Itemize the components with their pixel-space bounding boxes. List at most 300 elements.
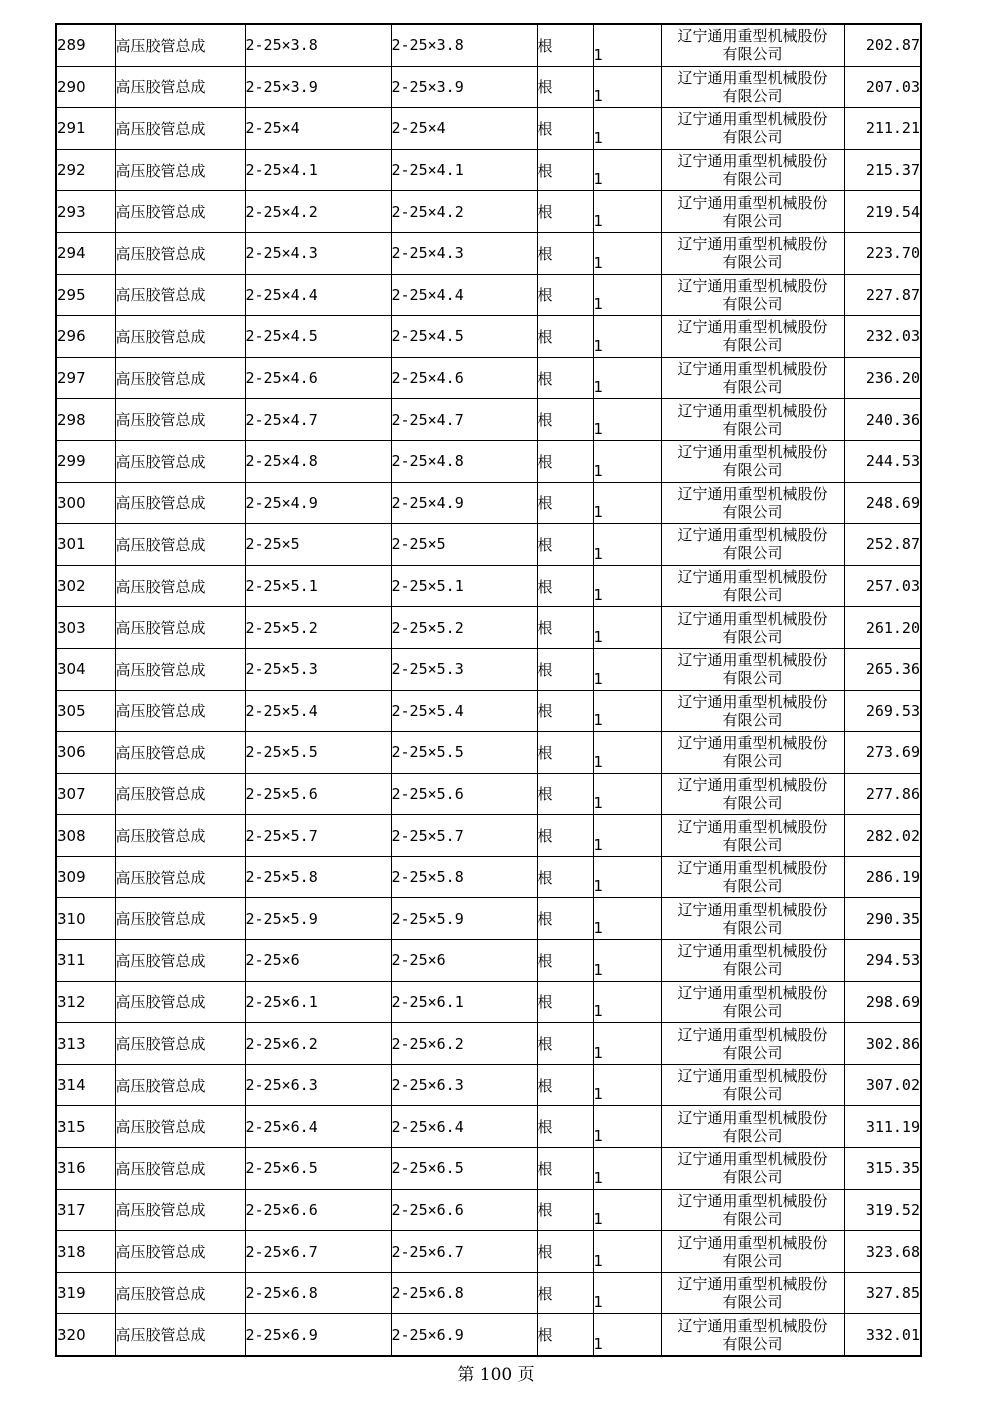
price-cell: 223.70 <box>844 232 921 274</box>
quantity-value: 1 <box>593 419 604 438</box>
spec-cell: 2-25×6.3 <box>245 1064 391 1106</box>
company-cell <box>661 565 844 607</box>
company-cell <box>661 108 844 150</box>
model-cell: 2-25×5.4 <box>391 690 537 732</box>
spec-cell: 2-25×4.3 <box>245 232 391 274</box>
quantity-cell <box>593 565 661 607</box>
row-index: 312 <box>56 981 115 1023</box>
model-cell: 2-25×3.8 <box>391 24 537 66</box>
company-cell <box>661 690 844 732</box>
company-cell <box>661 149 844 191</box>
quantity-value: 1 <box>593 877 604 896</box>
table-row <box>56 773 921 815</box>
company-cell <box>661 524 844 566</box>
company-cell <box>661 191 844 233</box>
company-line-2: 有限公司 <box>722 627 783 646</box>
company-line-1: 辽宁通用重型机械股份 <box>677 1067 828 1086</box>
unit-cell: 根 <box>537 1064 593 1106</box>
product-name: 高压胶管总成 <box>115 440 245 482</box>
spec-cell: 2-25×6.6 <box>245 1189 391 1231</box>
company-cell <box>661 1314 844 1356</box>
company-line-1: 辽宁通用重型机械股份 <box>677 1233 828 1252</box>
quantity-cell <box>593 1106 661 1148</box>
table-row <box>56 191 921 233</box>
row-index: 317 <box>56 1189 115 1231</box>
unit-cell: 根 <box>537 524 593 566</box>
row-index: 308 <box>56 815 115 857</box>
quantity-cell <box>593 1314 661 1356</box>
company-line-2: 有限公司 <box>722 1334 783 1353</box>
spec-cell: 2-25×6.1 <box>245 981 391 1023</box>
table-row <box>56 149 921 191</box>
unit-cell: 根 <box>537 815 593 857</box>
quantity-cell <box>593 690 661 732</box>
model-cell: 2-25×6.6 <box>391 1189 537 1231</box>
quantity-cell <box>593 108 661 150</box>
company-line-2: 有限公司 <box>722 1168 783 1187</box>
row-index: 296 <box>56 316 115 358</box>
price-cell: 244.53 <box>844 440 921 482</box>
company-cell <box>661 357 844 399</box>
table-row <box>56 1064 921 1106</box>
model-cell: 2-25×6.3 <box>391 1064 537 1106</box>
row-index: 320 <box>56 1314 115 1356</box>
model-cell: 2-25×5.3 <box>391 648 537 690</box>
model-cell: 2-25×5.1 <box>391 565 537 607</box>
product-name: 高压胶管总成 <box>115 24 245 66</box>
company-cell <box>661 316 844 358</box>
table-row <box>56 856 921 898</box>
row-index: 313 <box>56 1023 115 1065</box>
spec-cell: 2-25×5 <box>245 524 391 566</box>
quantity-cell <box>593 66 661 108</box>
spec-cell: 2-25×5.3 <box>245 648 391 690</box>
product-name: 高压胶管总成 <box>115 1189 245 1231</box>
spec-cell: 2-25×6 <box>245 940 391 982</box>
unit-cell: 根 <box>537 1106 593 1148</box>
quantity-cell <box>593 815 661 857</box>
table-row <box>56 981 921 1023</box>
row-index: 302 <box>56 565 115 607</box>
unit-cell: 根 <box>537 24 593 66</box>
table-row <box>56 66 921 108</box>
company-cell <box>661 1148 844 1190</box>
table-row <box>56 1314 921 1356</box>
company-cell <box>661 1189 844 1231</box>
company-line-1: 辽宁通用重型机械股份 <box>677 859 828 878</box>
company-line-1: 辽宁通用重型机械股份 <box>677 983 828 1002</box>
spec-cell: 2-25×4.4 <box>245 274 391 316</box>
product-name: 高压胶管总成 <box>115 108 245 150</box>
quantity-cell <box>593 1023 661 1065</box>
row-index: 295 <box>56 274 115 316</box>
unit-cell: 根 <box>537 565 593 607</box>
spec-cell: 2-25×4.1 <box>245 149 391 191</box>
quantity-value: 1 <box>593 627 604 646</box>
company-line-1: 辽宁通用重型机械股份 <box>677 1316 828 1335</box>
quantity-value: 1 <box>593 835 604 854</box>
table-row <box>56 1231 921 1273</box>
company-line-1: 辽宁通用重型机械股份 <box>677 775 828 794</box>
spec-cell: 2-25×4.5 <box>245 316 391 358</box>
product-name: 高压胶管总成 <box>115 1231 245 1273</box>
company-line-1: 辽宁通用重型机械股份 <box>677 734 828 753</box>
company-line-1: 辽宁通用重型机械股份 <box>677 484 828 503</box>
quantity-cell <box>593 856 661 898</box>
quantity-cell <box>593 1189 661 1231</box>
spec-cell: 2-25×5.9 <box>245 898 391 940</box>
product-name: 高压胶管总成 <box>115 1272 245 1314</box>
unit-cell: 根 <box>537 940 593 982</box>
unit-cell: 根 <box>537 856 593 898</box>
model-cell: 2-25×6.1 <box>391 981 537 1023</box>
company-line-1: 辽宁通用重型机械股份 <box>677 692 828 711</box>
company-line-2: 有限公司 <box>722 1293 783 1312</box>
company-line-1: 辽宁通用重型机械股份 <box>677 942 828 961</box>
company-line-2: 有限公司 <box>722 1126 783 1145</box>
company-line-1: 辽宁通用重型机械股份 <box>677 27 828 46</box>
company-line-1: 辽宁通用重型机械股份 <box>677 152 828 171</box>
price-cell: 236.20 <box>844 357 921 399</box>
price-cell: 307.02 <box>844 1064 921 1106</box>
company-line-2: 有限公司 <box>722 86 783 105</box>
spec-cell: 2-25×4.9 <box>245 482 391 524</box>
table-row <box>56 1148 921 1190</box>
company-line-1: 辽宁通用重型机械股份 <box>677 193 828 212</box>
row-index: 298 <box>56 399 115 441</box>
company-line-2: 有限公司 <box>722 1001 783 1020</box>
product-name: 高压胶管总成 <box>115 981 245 1023</box>
unit-cell: 根 <box>537 1272 593 1314</box>
company-cell <box>661 482 844 524</box>
unit-cell: 根 <box>537 981 593 1023</box>
company-line-1: 辽宁通用重型机械股份 <box>677 443 828 462</box>
unit-cell: 根 <box>537 316 593 358</box>
price-cell: 332.01 <box>844 1314 921 1356</box>
price-cell: 207.03 <box>844 66 921 108</box>
model-cell: 2-25×5 <box>391 524 537 566</box>
price-cell: 273.69 <box>844 732 921 774</box>
unit-cell: 根 <box>537 66 593 108</box>
price-cell: 290.35 <box>844 898 921 940</box>
company-line-1: 辽宁通用重型机械股份 <box>677 651 828 670</box>
table-row <box>56 732 921 774</box>
spec-cell: 2-25×4.7 <box>245 399 391 441</box>
spec-cell: 2-25×4.8 <box>245 440 391 482</box>
model-cell: 2-25×4.8 <box>391 440 537 482</box>
row-index: 319 <box>56 1272 115 1314</box>
company-line-1: 辽宁通用重型机械股份 <box>677 609 828 628</box>
model-cell: 2-25×4.6 <box>391 357 537 399</box>
unit-cell: 根 <box>537 482 593 524</box>
company-line-2: 有限公司 <box>722 461 783 480</box>
row-index: 310 <box>56 898 115 940</box>
row-index: 318 <box>56 1231 115 1273</box>
company-cell <box>661 856 844 898</box>
price-cell: 286.19 <box>844 856 921 898</box>
product-name: 高压胶管总成 <box>115 815 245 857</box>
price-cell: 202.87 <box>844 24 921 66</box>
quantity-value: 1 <box>593 752 604 771</box>
unit-cell: 根 <box>537 648 593 690</box>
unit-cell: 根 <box>537 1023 593 1065</box>
quantity-value: 1 <box>593 919 604 938</box>
company-line-2: 有限公司 <box>722 793 783 812</box>
price-cell: 257.03 <box>844 565 921 607</box>
model-cell: 2-25×3.9 <box>391 66 537 108</box>
model-cell: 2-25×4.3 <box>391 232 537 274</box>
model-cell: 2-25×6.9 <box>391 1314 537 1356</box>
quantity-value: 1 <box>593 378 604 397</box>
model-cell: 2-25×6.5 <box>391 1148 537 1190</box>
company-line-2: 有限公司 <box>722 1251 783 1270</box>
unit-cell: 根 <box>537 274 593 316</box>
spec-cell: 2-25×6.4 <box>245 1106 391 1148</box>
spec-cell: 2-25×5.4 <box>245 690 391 732</box>
table-row <box>56 690 921 732</box>
company-cell <box>661 1023 844 1065</box>
product-name: 高压胶管总成 <box>115 940 245 982</box>
quantity-value: 1 <box>593 461 604 480</box>
product-name: 高压胶管总成 <box>115 232 245 274</box>
spec-cell: 2-25×5.5 <box>245 732 391 774</box>
table-row <box>56 1106 921 1148</box>
company-line-2: 有限公司 <box>722 1085 783 1104</box>
quantity-value: 1 <box>593 170 604 189</box>
quantity-cell <box>593 232 661 274</box>
table-row <box>56 565 921 607</box>
quantity-cell <box>593 1231 661 1273</box>
spec-cell: 2-25×3.9 <box>245 66 391 108</box>
model-cell: 2-25×6 <box>391 940 537 982</box>
price-cell: 219.54 <box>844 191 921 233</box>
quantity-cell <box>593 1064 661 1106</box>
quantity-value: 1 <box>593 1210 604 1229</box>
company-line-1: 辽宁通用重型机械股份 <box>677 1275 828 1294</box>
company-line-2: 有限公司 <box>722 170 783 189</box>
row-index: 299 <box>56 440 115 482</box>
quantity-value: 1 <box>593 295 604 314</box>
price-cell: 302.86 <box>844 1023 921 1065</box>
quantity-value: 1 <box>593 1002 604 1021</box>
table-row <box>56 232 921 274</box>
quantity-value: 1 <box>593 960 604 979</box>
product-name: 高压胶管总成 <box>115 565 245 607</box>
price-cell: 252.87 <box>844 524 921 566</box>
spec-cell: 2-25×3.8 <box>245 24 391 66</box>
model-cell: 2-25×4.2 <box>391 191 537 233</box>
model-cell: 2-25×5.2 <box>391 607 537 649</box>
product-name: 高压胶管总成 <box>115 316 245 358</box>
row-index: 301 <box>56 524 115 566</box>
price-cell: 327.85 <box>844 1272 921 1314</box>
company-line-2: 有限公司 <box>722 586 783 605</box>
table-body <box>56 24 921 1356</box>
product-name: 高压胶管总成 <box>115 66 245 108</box>
price-cell: 282.02 <box>844 815 921 857</box>
company-line-1: 辽宁通用重型机械股份 <box>677 360 828 379</box>
row-index: 297 <box>56 357 115 399</box>
spec-cell: 2-25×5.2 <box>245 607 391 649</box>
model-cell: 2-25×5.9 <box>391 898 537 940</box>
unit-cell: 根 <box>537 690 593 732</box>
row-index: 314 <box>56 1064 115 1106</box>
model-cell: 2-25×6.2 <box>391 1023 537 1065</box>
company-line-2: 有限公司 <box>722 1043 783 1062</box>
company-line-2: 有限公司 <box>722 378 783 397</box>
product-name: 高压胶管总成 <box>115 1148 245 1190</box>
quantity-value: 1 <box>593 45 604 64</box>
spec-cell: 2-25×6.7 <box>245 1231 391 1273</box>
quantity-cell <box>593 399 661 441</box>
model-cell: 2-25×5.8 <box>391 856 537 898</box>
table-row <box>56 648 921 690</box>
quantity-cell <box>593 274 661 316</box>
company-cell <box>661 607 844 649</box>
quantity-cell <box>593 732 661 774</box>
company-line-1: 辽宁通用重型机械股份 <box>677 110 828 129</box>
unit-cell: 根 <box>537 732 593 774</box>
price-cell: 265.36 <box>844 648 921 690</box>
price-cell: 232.03 <box>844 316 921 358</box>
product-name: 高压胶管总成 <box>115 1106 245 1148</box>
company-cell <box>661 1106 844 1148</box>
company-line-2: 有限公司 <box>722 669 783 688</box>
company-line-1: 辽宁通用重型机械股份 <box>677 1025 828 1044</box>
quantity-value: 1 <box>593 1043 604 1062</box>
spec-cell: 2-25×5.6 <box>245 773 391 815</box>
company-line-2: 有限公司 <box>722 752 783 771</box>
unit-cell: 根 <box>537 149 593 191</box>
price-cell: 294.53 <box>844 940 921 982</box>
table-row <box>56 24 921 66</box>
price-cell: 261.20 <box>844 607 921 649</box>
table-row <box>56 1272 921 1314</box>
spec-cell: 2-25×6.2 <box>245 1023 391 1065</box>
company-line-2: 有限公司 <box>722 835 783 854</box>
product-name: 高压胶管总成 <box>115 357 245 399</box>
quantity-cell <box>593 24 661 66</box>
quantity-value: 1 <box>593 794 604 813</box>
row-index: 315 <box>56 1106 115 1148</box>
company-cell <box>661 981 844 1023</box>
unit-cell: 根 <box>537 773 593 815</box>
product-name: 高压胶管总成 <box>115 1314 245 1356</box>
table-row <box>56 482 921 524</box>
company-line-2: 有限公司 <box>722 45 783 64</box>
model-cell: 2-25×6.4 <box>391 1106 537 1148</box>
unit-cell: 根 <box>537 607 593 649</box>
spec-cell: 2-25×4.6 <box>245 357 391 399</box>
table-row <box>56 440 921 482</box>
quantity-cell <box>593 524 661 566</box>
unit-cell: 根 <box>537 191 593 233</box>
company-line-2: 有限公司 <box>722 253 783 272</box>
spec-cell: 2-25×6.5 <box>245 1148 391 1190</box>
model-cell: 2-25×4.1 <box>391 149 537 191</box>
table-row <box>56 607 921 649</box>
model-cell: 2-25×4.5 <box>391 316 537 358</box>
spec-cell: 2-25×5.8 <box>245 856 391 898</box>
quantity-value: 1 <box>593 1127 604 1146</box>
company-cell <box>661 1064 844 1106</box>
company-line-2: 有限公司 <box>722 877 783 896</box>
company-line-1: 辽宁通用重型机械股份 <box>677 900 828 919</box>
model-cell: 2-25×5.7 <box>391 815 537 857</box>
company-line-2: 有限公司 <box>722 419 783 438</box>
quantity-cell <box>593 648 661 690</box>
company-cell <box>661 815 844 857</box>
company-line-2: 有限公司 <box>722 544 783 563</box>
model-cell: 2-25×4.4 <box>391 274 537 316</box>
table-row <box>56 399 921 441</box>
product-name: 高压胶管总成 <box>115 607 245 649</box>
product-name: 高压胶管总成 <box>115 773 245 815</box>
spec-cell: 2-25×4.2 <box>245 191 391 233</box>
product-name: 高压胶管总成 <box>115 690 245 732</box>
product-name: 高压胶管总成 <box>115 399 245 441</box>
price-cell: 240.36 <box>844 399 921 441</box>
model-cell: 2-25×5.5 <box>391 732 537 774</box>
company-cell <box>661 1231 844 1273</box>
row-index: 300 <box>56 482 115 524</box>
row-index: 309 <box>56 856 115 898</box>
quantity-value: 1 <box>593 544 604 563</box>
quantity-cell <box>593 773 661 815</box>
table-row <box>56 940 921 982</box>
quantity-cell <box>593 1272 661 1314</box>
spec-cell: 2-25×6.9 <box>245 1314 391 1356</box>
table-row <box>56 1189 921 1231</box>
quantity-cell <box>593 1148 661 1190</box>
company-cell <box>661 732 844 774</box>
company-cell <box>661 232 844 274</box>
table-row <box>56 108 921 150</box>
unit-cell: 根 <box>537 898 593 940</box>
company-cell <box>661 274 844 316</box>
company-cell <box>661 648 844 690</box>
company-line-1: 辽宁通用重型机械股份 <box>677 526 828 545</box>
unit-cell: 根 <box>537 357 593 399</box>
unit-cell: 根 <box>537 1148 593 1190</box>
quantity-cell <box>593 357 661 399</box>
quantity-value: 1 <box>593 669 604 688</box>
company-line-1: 辽宁通用重型机械股份 <box>677 1108 828 1127</box>
model-cell: 2-25×5.6 <box>391 773 537 815</box>
company-line-2: 有限公司 <box>722 960 783 979</box>
price-cell: 311.19 <box>844 1106 921 1148</box>
product-name: 高压胶管总成 <box>115 898 245 940</box>
model-cell: 2-25×4.7 <box>391 399 537 441</box>
quantity-value: 1 <box>593 1293 604 1312</box>
row-index: 293 <box>56 191 115 233</box>
company-cell <box>661 399 844 441</box>
quantity-value: 1 <box>593 586 604 605</box>
company-line-1: 辽宁通用重型机械股份 <box>677 1150 828 1169</box>
price-cell: 248.69 <box>844 482 921 524</box>
row-index: 289 <box>56 24 115 66</box>
product-name: 高压胶管总成 <box>115 524 245 566</box>
table-row <box>56 815 921 857</box>
unit-cell: 根 <box>537 108 593 150</box>
quantity-value: 1 <box>593 128 604 147</box>
model-cell: 2-25×4 <box>391 108 537 150</box>
table-row <box>56 898 921 940</box>
price-cell: 315.35 <box>844 1148 921 1190</box>
quantity-value: 1 <box>593 211 604 230</box>
product-name: 高压胶管总成 <box>115 274 245 316</box>
row-index: 292 <box>56 149 115 191</box>
